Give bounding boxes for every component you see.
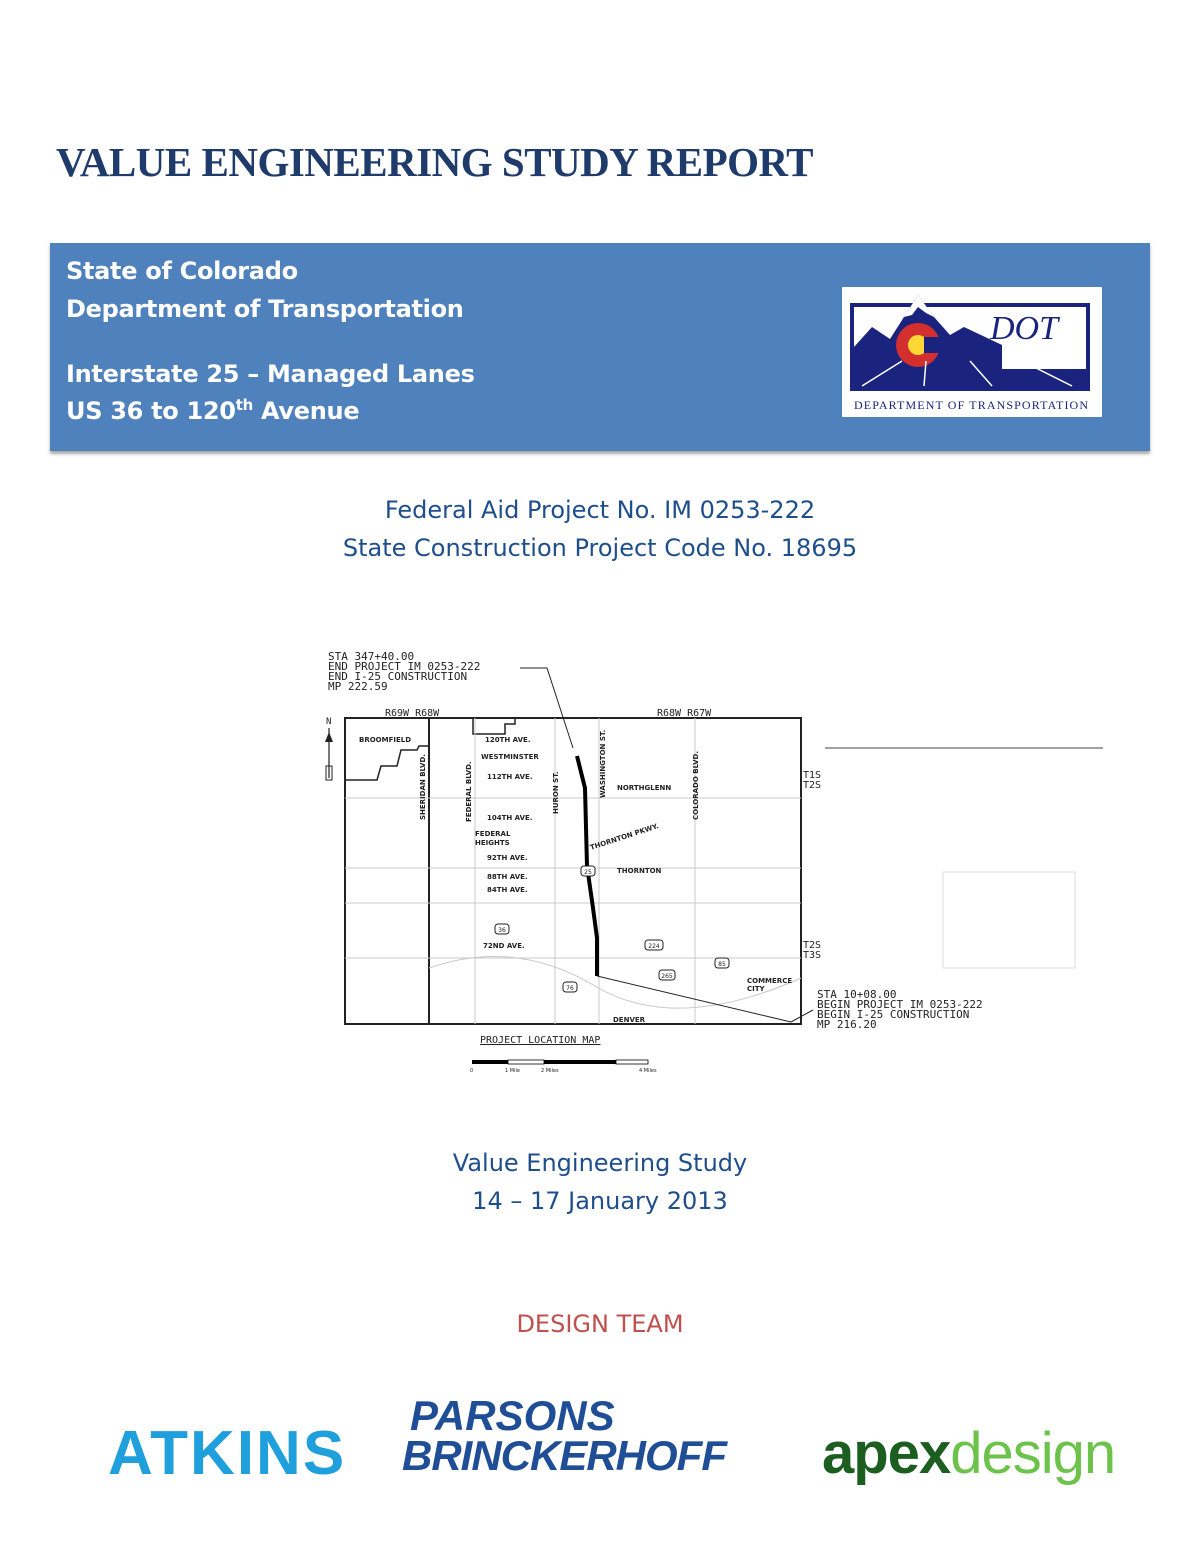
label-federal-blvd: FEDERAL BLVD.: [465, 761, 473, 822]
apex-design-logo: apexdesign: [822, 1421, 1116, 1486]
banner-state: State of Colorado: [66, 257, 298, 285]
svg-text:STA 10+08.00: STA 10+08.00: [817, 988, 897, 1001]
banner-project-name: Interstate 25 – Managed Lanes: [66, 360, 475, 388]
svg-text:2 Miles: 2 Miles: [541, 1068, 559, 1074]
end-project-note: [328, 650, 480, 693]
label-colorado-blvd: COLORADO BLVD.: [692, 751, 700, 820]
label-washington: WASHINGTON ST.: [599, 729, 607, 798]
svg-text:25: 25: [584, 869, 592, 876]
banner-department: Department of Transportation: [66, 295, 464, 323]
svg-text:N: N: [326, 717, 332, 727]
north-arrow-icon: [325, 717, 333, 780]
cdot-logo-graphic: [842, 287, 1102, 417]
label-commerce-city-2: CITY: [747, 985, 765, 993]
township-labels: [803, 770, 821, 961]
label-commerce-city-1: COMMERCE: [747, 977, 793, 985]
label-thornton-pkwy: THORNTON PKWY.: [589, 822, 660, 852]
svg-text:0: 0: [470, 1068, 474, 1074]
label-104th: 104TH AVE.: [487, 814, 533, 822]
svg-text:224: 224: [648, 943, 660, 950]
label-thornton: THORNTON: [617, 867, 662, 875]
svg-text:76: 76: [566, 985, 574, 992]
svg-text:STA 347+40.00: STA 347+40.00: [328, 650, 415, 663]
shield-224-icon: [645, 940, 663, 950]
begin-project-note: [817, 988, 983, 1031]
cdot-logo-wordmark: DOT: [990, 310, 1059, 347]
label-broomfield: BROOMFIELD: [359, 736, 412, 744]
study-title: Value Engineering Study: [452, 1149, 748, 1177]
parsons-brinckerhoff-logo: [402, 1392, 726, 1479]
pb-logo-line1: PARSONS: [410, 1392, 615, 1439]
ranges-left: R69W R68W: [385, 708, 440, 719]
design-team-heading: DESIGN TEAM: [516, 1310, 684, 1338]
cdot-logo: [842, 287, 1102, 417]
svg-text:T2S: T2S: [803, 940, 822, 951]
shield-36-icon: [495, 924, 509, 934]
svg-text:T1S: T1S: [803, 770, 822, 781]
map-title: PROJECT LOCATION MAP: [480, 1035, 601, 1046]
label-westminster: WESTMINSTER: [481, 753, 539, 761]
shield-85-icon: [715, 958, 729, 968]
map-graphic: [315, 638, 1110, 1078]
svg-text:BEGIN I-25 CONSTRUCTION: BEGIN I-25 CONSTRUCTION: [817, 1008, 970, 1021]
svg-text:MP 222.59: MP 222.59: [328, 680, 388, 693]
label-northglenn: NORTHGLENN: [617, 784, 672, 792]
label-federal-heights-1: FEDERAL: [475, 830, 511, 838]
label-denver: DENVER: [613, 1016, 646, 1024]
atkins-logo: ATKINS: [108, 1419, 347, 1488]
svg-text:T3S: T3S: [803, 950, 822, 961]
report-title: VALUE ENGINEERING STUDY REPORT: [56, 139, 814, 185]
label-72nd: 72ND AVE.: [483, 942, 525, 950]
label-84th: 84TH AVE.: [487, 886, 528, 894]
svg-text:BEGIN PROJECT IM 0253-222: BEGIN PROJECT IM 0253-222: [817, 998, 983, 1011]
svg-text:85: 85: [718, 961, 726, 968]
svg-text:36: 36: [498, 927, 506, 934]
federal-aid-project: Federal Aid Project No. IM 0253-222: [384, 496, 816, 524]
shield-265-icon: [659, 970, 675, 980]
ranges-right: R68W R67W: [657, 708, 712, 719]
svg-text:1 Mile: 1 Mile: [505, 1068, 520, 1074]
label-120th: 120TH AVE.: [485, 736, 531, 744]
pb-logo-line2: BRINCKERHOFF: [402, 1432, 726, 1479]
shield-25-icon: [581, 866, 595, 876]
svg-text:4 Miles: 4 Miles: [639, 1068, 657, 1074]
svg-text:END I-25 CONSTRUCTION: END I-25 CONSTRUCTION: [328, 670, 468, 683]
label-federal-heights-2: HEIGHTS: [475, 839, 510, 847]
banner-project-limits: US 36 to 120th Avenue: [66, 396, 360, 425]
label-sheridan: SHERIDAN BLVD.: [419, 754, 427, 820]
project-location-map: [315, 638, 1110, 1078]
svg-text:END PROJECT IM 0253-222: END PROJECT IM 0253-222: [328, 660, 481, 673]
shield-76-icon: [563, 982, 577, 992]
label-92th: 92TH AVE.: [487, 854, 528, 862]
svg-text:265: 265: [661, 973, 673, 980]
cdot-logo-caption: DEPARTMENT OF TRANSPORTATION: [854, 398, 1088, 412]
svg-text:T2S: T2S: [803, 780, 822, 791]
label-88th: 88TH AVE.: [487, 873, 528, 881]
svg-text:MP 216.20: MP 216.20: [817, 1018, 877, 1031]
scale-bar: [470, 1060, 657, 1074]
label-huron: HURON ST.: [552, 771, 560, 814]
study-dates: 14 – 17 January 2013: [472, 1187, 728, 1215]
state-project-code: State Construction Project Code No. 18695: [342, 534, 858, 562]
label-112th: 112TH AVE.: [487, 773, 533, 781]
